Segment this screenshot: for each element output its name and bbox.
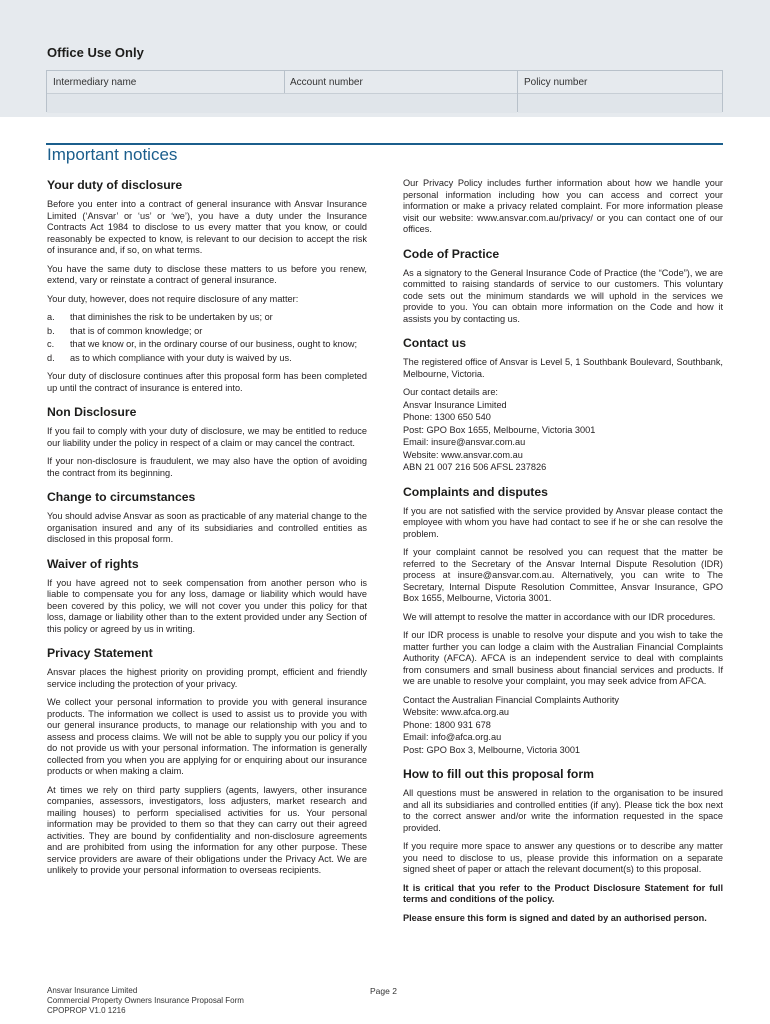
privacy-paragraph: At times we rely on third party suppliers (agents, lawyers, other insurance companies, assessors, investigators, loss adjusters, market research and mailing houses) to perform specialised activities for us. Your personal information may be provided to them so that they can carry out their agreed activities. They are bound by confidentiality and non-disclosure agreements and are prohibited from using the information for any other purpose. These service providers are aware of their obligations under the Privacy Act. We are unlikely to provide your personal information to overseas recipients. bbox=[47, 784, 367, 875]
afca-line: Email: info@afca.org.au bbox=[403, 732, 502, 742]
page-number: Page 2 bbox=[370, 986, 397, 996]
office-use-table bbox=[46, 70, 723, 113]
list-item-text: that is of common knowledge; or bbox=[70, 325, 203, 336]
duty-disclosure-paragraph: You have the same duty to disclose these matters to us before you renew, extend, vary or reinstate a contract of general insurance. bbox=[47, 263, 367, 285]
account-number-cell bbox=[284, 71, 518, 112]
signature-notice: Please ensure this form is signed and dated by an authorised person. bbox=[403, 912, 707, 923]
intermediary-name-cell bbox=[46, 71, 285, 112]
complaints-paragraph: If you are not satisfied with the service provided by Ansvar please contact the employee with whom you have had contact to see if he or she can resolve the problem. bbox=[403, 505, 723, 539]
list-item bbox=[47, 326, 367, 338]
privacy-paragraph: We collect your personal information to provide you with general insurance products. The information we collect is used to assist us to provide you with our general insurance products, to manage our relationship with you and to assess and process claims. We will not be able to supply you our policy if you do not provide us with your personal information. The information is generally collected from you when you are applying for or enquiring about our insurance products or when making a claim. bbox=[47, 697, 367, 776]
notices-title: Important notices bbox=[47, 145, 178, 164]
change-circumstances-paragraph: You should advise Ansvar as soon as practicable of any material change to the organisation insured and any of its subsidiaries and controlled entities as disclosed in this proposal form. bbox=[47, 511, 367, 544]
non-disclosure-paragraph: If your non-disclosure is fraudulent, we may also have the option of avoiding the contract from its beginning. bbox=[47, 456, 367, 478]
contact-details bbox=[403, 387, 723, 474]
list-item-text: as to which compliance with your duty is waived by us. bbox=[70, 352, 292, 363]
list-item bbox=[47, 312, 367, 324]
list-marker: b. bbox=[47, 325, 55, 336]
contact-line: Website: www.ansvar.com.au bbox=[403, 449, 523, 460]
duty-disclosure-paragraph: Your duty of disclosure continues after this proposal form has been completed up until the contract of insurance is entered into. bbox=[47, 371, 367, 393]
list-item-text: that diminishes the risk to be undertaken by us; or bbox=[70, 312, 273, 322]
how-to-fill-paragraph: If you require more space to answer any questions or to describe any matter you need to disclose to us, please provide this information on a separate signed sheet of paper or attach the relevant document(s) to this proposal. bbox=[403, 841, 723, 874]
footer-company: Ansvar Insurance Limited bbox=[47, 986, 138, 995]
left-column bbox=[47, 178, 367, 884]
how-to-fill-heading: How to fill out this proposal form bbox=[403, 767, 594, 781]
list-item bbox=[47, 339, 367, 351]
contact-line: ABN 21 007 216 506 AFSL 237826 bbox=[403, 462, 547, 472]
afca-details bbox=[403, 695, 723, 757]
complaints-paragraph: We will attempt to resolve the matter in accordance with our IDR procedures. bbox=[403, 611, 716, 622]
non-disclosure-heading: Non Disclosure bbox=[47, 405, 137, 419]
footer-form-code: CPOPROP V1.0 1216 bbox=[47, 1006, 126, 1015]
footer bbox=[47, 986, 244, 1016]
contact-us-heading: Contact us bbox=[403, 336, 466, 350]
office-use-title: Office Use Only bbox=[47, 45, 144, 60]
contact-line: Post: GPO Box 1655, Melbourne, Victoria 3001 bbox=[403, 424, 596, 435]
disclosure-exceptions-list bbox=[47, 312, 367, 364]
afca-line: Website: www.afca.org.au bbox=[403, 707, 510, 717]
list-marker: d. bbox=[47, 352, 55, 363]
footer-form-name: Commercial Property Owners Insurance Proposal Form bbox=[47, 996, 244, 1005]
waiver-paragraph: If you have agreed not to seek compensation from another person who is liable to compensate you for any loss, damage or liability which would have been covered by this policy, we will not cover you under this policy for that loss, damage or liability other than to the extent provided under any Section of this policy or agreed by us in writing. bbox=[47, 577, 367, 634]
intermediary-name-field[interactable] bbox=[47, 93, 284, 113]
policy-number-field[interactable] bbox=[518, 93, 722, 113]
afca-line: Phone: 1800 931 678 bbox=[403, 719, 491, 730]
afca-line: Post: GPO Box 3, Melbourne, Victoria 3001 bbox=[403, 744, 581, 755]
change-circumstances-heading: Change to circumstances bbox=[47, 490, 196, 504]
intermediary-name-label: Intermediary name bbox=[53, 77, 137, 88]
afca-line: Contact the Australian Financial Complaints Authority bbox=[403, 694, 620, 705]
duty-disclosure-heading: Your duty of disclosure bbox=[47, 178, 183, 192]
how-to-fill-paragraph: All questions must be answered in relation to the organisation to be insured and all its subsidiaries and controlled entities (if any). Please tick the box next to the correct answer and/or write the information requested in the space provided. bbox=[403, 788, 723, 833]
privacy-policy-paragraph: Our Privacy Policy includes further information about how we handle your personal information including how you can access and correct your information or make a privacy related complaint. For more information please visit our website: www.ansvar.com.au/privacy/ or you can contact one of our offices. bbox=[403, 178, 723, 234]
policy-number-cell bbox=[518, 71, 723, 112]
complaints-paragraph: If your complaint cannot be resolved you can request that the matter be referred to the Secretary of the Ansvar Internal Dispute Resolution (IDR) process at insure@ansvar.com.au. Alternatively, you can write to The Secretary, Internal Dispute Resolution Committee, Ansvar Insurance, GPO Box 1655, Melbourne, Victoria 3001. bbox=[403, 547, 723, 603]
pds-notice: It is critical that you refer to the Product Disclosure Statement for full terms and conditions of the policy. bbox=[403, 882, 723, 904]
account-number-label: Account number bbox=[290, 77, 363, 88]
code-of-practice-heading: Code of Practice bbox=[403, 246, 500, 261]
complaints-paragraph: If our IDR process is unable to resolve your dispute and you wish to take the matter further you can lodge a claim with the Australian Financial Complaints Authority (AFCA). AFCA is an independent service to deal with complaints from consumers and small business about financial services and products. If we are unable to resolve your complaint, you may seek advice from AFCA. bbox=[403, 630, 723, 686]
list-marker: c. bbox=[47, 339, 55, 349]
duty-disclosure-paragraph: Before you enter into a contract of general insurance with Ansvar Insurance Limited (‘Ansvar’ or ‘us’ or ‘we’), you have a duty under the Insurance Contracts Act 1984 to disclose to us every matter that you know, or could reasonably be expected to know, is relevant to our decision to accept the risk of insurance and, if so, on what terms. bbox=[47, 199, 367, 255]
contact-line: Email: insure@ansvar.com.au bbox=[403, 437, 526, 447]
privacy-heading: Privacy Statement bbox=[47, 646, 153, 660]
list-item bbox=[47, 353, 367, 365]
code-of-practice-paragraph: As a signatory to the General Insurance Code of Practice (the “Code”), we are committed to raising standards of service to our customers. This voluntary code sets out the minimum standards we will uphold in the services we provide to you. You can obtain more information on the Code and how it assists you by contacting us. bbox=[403, 267, 723, 324]
policy-number-label: Policy number bbox=[524, 77, 588, 88]
right-column bbox=[403, 178, 723, 931]
non-disclosure-paragraph: If you fail to comply with your duty of disclosure, we may be entitled to reduce our liability under the policy in respect of a claim or may cancel the contract. bbox=[47, 426, 367, 448]
list-item-text: that we know or, in the ordinary course of our business, ought to know; bbox=[70, 339, 358, 349]
contact-us-paragraph: The registered office of Ansvar is Level 5, 1 Southbank Boulevard, Southbank, Melbourne, Victoria. bbox=[403, 357, 723, 379]
waiver-heading: Waiver of rights bbox=[47, 556, 139, 571]
privacy-paragraph: Ansvar places the highest priority on providing prompt, efficient and friendly service including the protection of your privacy. bbox=[47, 667, 367, 689]
complaints-heading: Complaints and disputes bbox=[403, 484, 548, 499]
list-marker: a. bbox=[47, 312, 55, 322]
contact-line: Phone: 1300 650 540 bbox=[403, 412, 491, 422]
duty-disclosure-paragraph: Your duty, however, does not require disclosure of any matter: bbox=[47, 293, 299, 304]
account-number-field[interactable] bbox=[284, 93, 517, 113]
contact-line: Ansvar Insurance Limited bbox=[403, 399, 507, 410]
office-use-panel bbox=[0, 0, 770, 117]
contact-line: Our contact details are: bbox=[403, 387, 498, 397]
